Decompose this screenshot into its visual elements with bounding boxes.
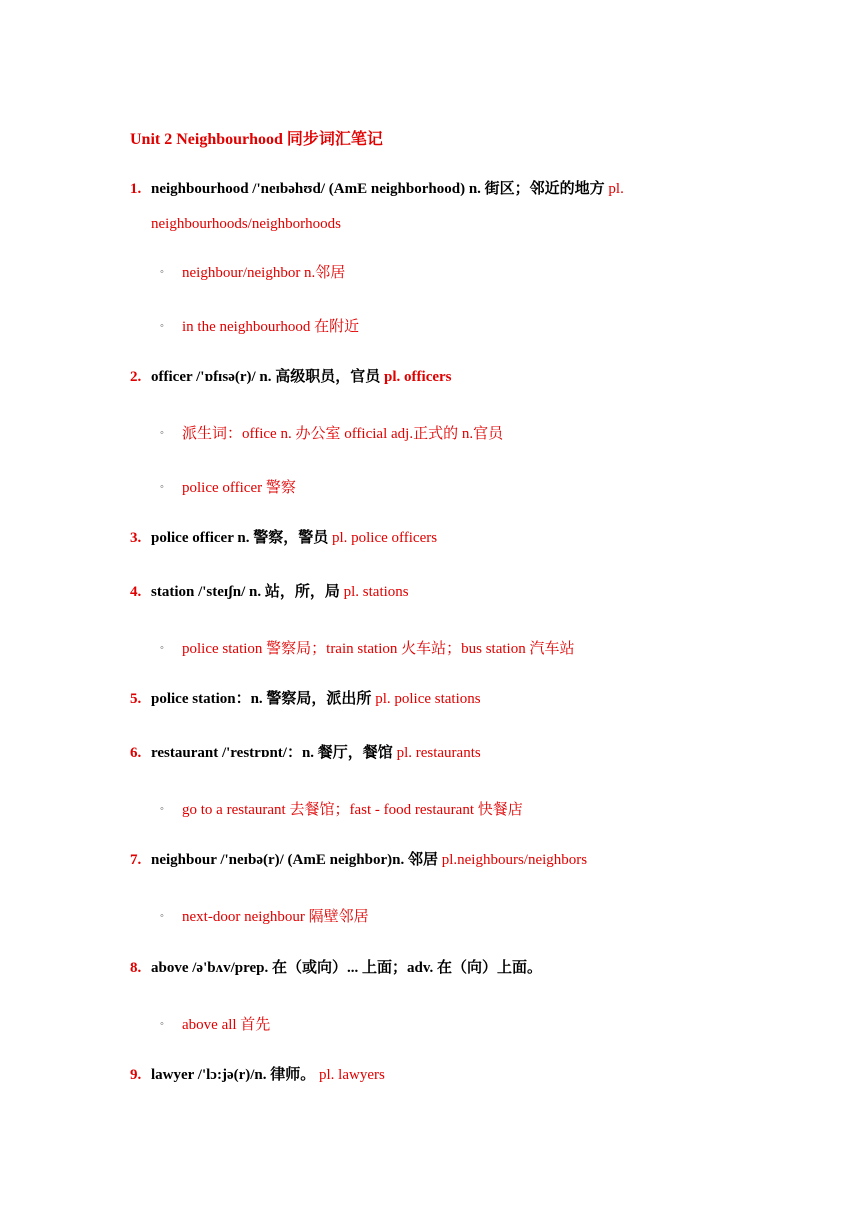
entry-headword: neighbour /'neɪbə(r)/ (AmE neighbor)n. 邻居 xyxy=(151,852,438,868)
bullet-icon: ◦ xyxy=(160,1018,164,1030)
vocab-entry-1 xyxy=(130,172,624,207)
entry-plural-continued: neighbourhoods/neighborhoods xyxy=(151,216,341,232)
bullet-icon: ◦ xyxy=(160,642,164,654)
entry-number: 2. xyxy=(130,369,142,385)
vocab-entry-6 xyxy=(130,736,481,771)
entry-number: 1. xyxy=(130,181,142,197)
bullet-icon: ◦ xyxy=(160,427,164,439)
entry-headword: police station：n. 警察局，派出所 xyxy=(151,691,372,707)
entry-plural: pl.neighbours/neighbors xyxy=(437,852,588,868)
entry-headword: police officer n. 警察，警员 xyxy=(151,530,329,546)
sub-item-text: next-door neighbour 隔壁邻居 xyxy=(182,909,369,925)
vocab-entry-2 xyxy=(130,360,452,395)
entry-headword: station /'steɪʃn/ n. 站，所，局 xyxy=(151,584,340,600)
entry-headword: officer /'ɒfɪsə(r)/ n. 高级职员，官员 xyxy=(151,369,381,385)
vocab-entry-8 xyxy=(130,951,542,986)
sub-item-text: 派生词：office n. 办公室 official adj.正式的 n.官员 xyxy=(182,426,504,442)
entry-headword: restaurant /'restrɒnt/：n. 餐厅，餐馆 xyxy=(151,745,393,761)
bullet-icon: ◦ xyxy=(160,803,164,815)
sub-item-text: above all 首先 xyxy=(182,1017,271,1033)
entry-number: 3. xyxy=(130,530,142,546)
entry-headword: above /ə'bʌv/prep. 在（或向）... 上面；adv. 在（向）上面。 xyxy=(151,960,542,976)
entry-plural: pl. police officers xyxy=(328,530,438,546)
bullet-icon: ◦ xyxy=(160,910,164,922)
entry-number: 9. xyxy=(130,1067,142,1083)
entry-headword: neighbourhood /'neɪbəhʊd/ (AmE neighborhood) n. 街区；邻近的地方 xyxy=(151,181,605,197)
sub-item-text: neighbour/neighbor n.邻居 xyxy=(182,265,346,281)
sub-item xyxy=(160,637,574,658)
entry-plural: pl. restaurants xyxy=(392,745,481,761)
sub-item xyxy=(160,798,523,819)
sub-item xyxy=(160,261,345,282)
sub-item-text: in the neighbourhood 在附近 xyxy=(182,319,360,335)
sub-item-text: police officer 警察 xyxy=(182,480,296,496)
vocab-entry-9 xyxy=(130,1058,385,1093)
entry-plural: pl. xyxy=(604,181,624,197)
bullet-icon: ◦ xyxy=(160,481,164,493)
sub-item-text: police station 警察局；train station 火车站；bus station 汽车站 xyxy=(182,641,575,657)
entry-number: 4. xyxy=(130,584,142,600)
entry-plural: pl. police stations xyxy=(371,691,481,707)
entry-headword: lawyer /'lɔ:jə(r)/n. 律师。 xyxy=(151,1067,316,1083)
vocab-entry-3 xyxy=(130,521,437,556)
sub-item-text: go to a restaurant 去餐馆；fast - food restaurant 快餐店 xyxy=(182,802,523,818)
sub-item xyxy=(160,1013,270,1034)
entry-plural: pl. lawyers xyxy=(315,1067,385,1083)
sub-item xyxy=(160,905,369,926)
sub-item xyxy=(160,422,503,443)
sub-item xyxy=(160,315,359,336)
vocab-entry-7 xyxy=(130,843,587,878)
page-title: Unit 2 Neighbourhood 同步词汇笔记 xyxy=(130,131,383,148)
sub-item xyxy=(160,476,296,497)
bullet-icon: ◦ xyxy=(160,320,164,332)
vocab-entry-5 xyxy=(130,682,481,717)
entry-plural: pl. officers xyxy=(380,369,452,385)
vocab-entry-4 xyxy=(130,575,409,610)
entry-number: 8. xyxy=(130,960,142,976)
entry-number: 6. xyxy=(130,745,142,761)
entry-plural: pl. stations xyxy=(339,584,409,600)
entry-number: 5. xyxy=(130,691,142,707)
entry-number: 7. xyxy=(130,852,142,868)
bullet-icon: ◦ xyxy=(160,266,164,278)
